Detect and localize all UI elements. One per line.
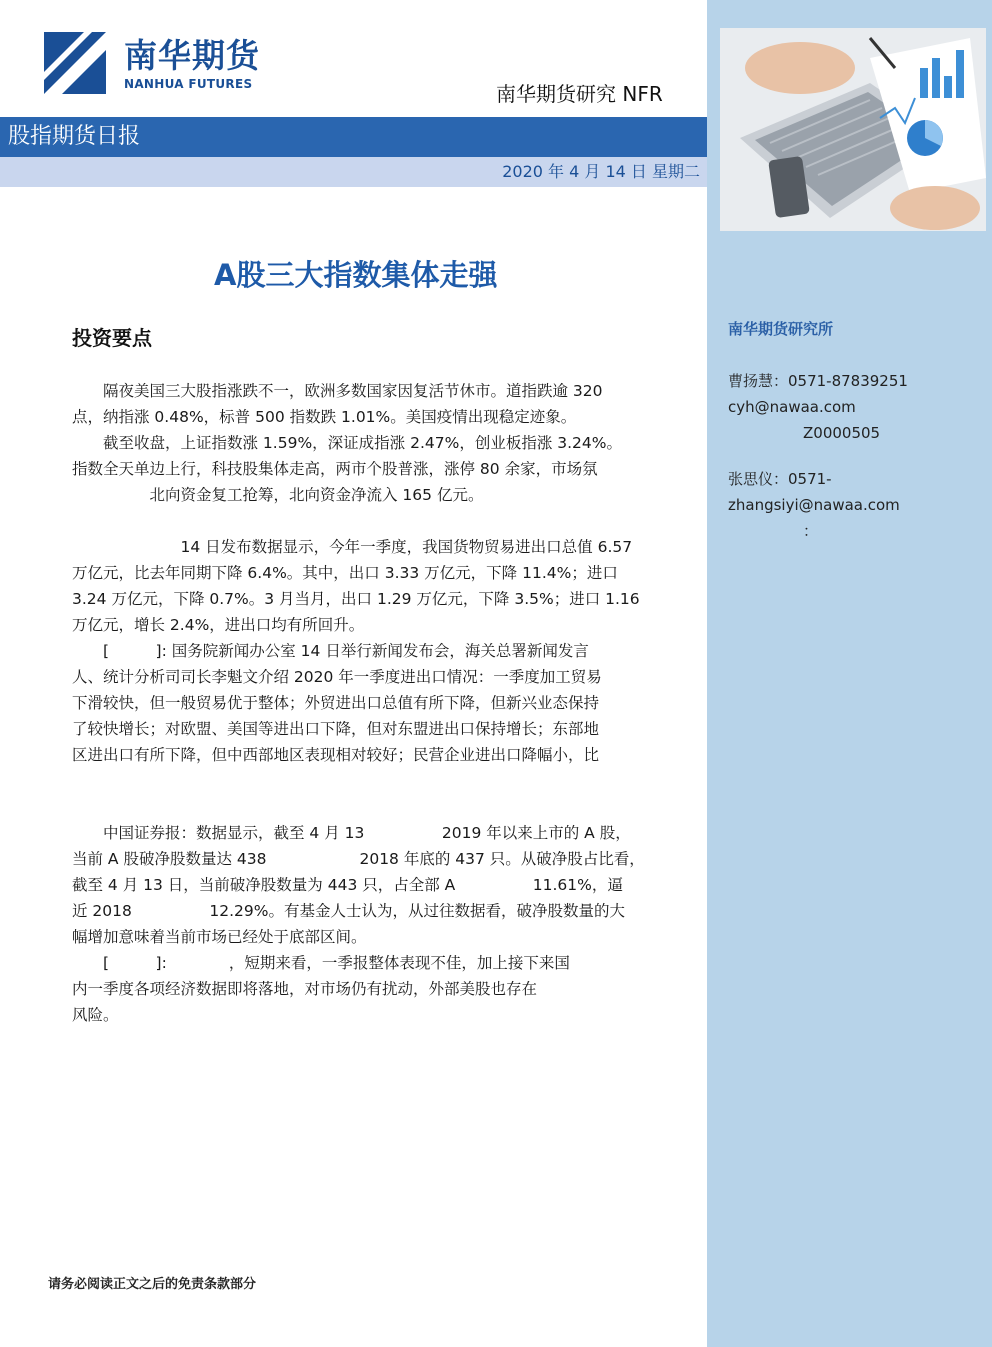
paragraph-line: 隔夜美国三大股指涨跌不一，欧洲多数国家因复活节休市。道指跌逾 320 bbox=[72, 382, 603, 400]
paragraph-line: 区进出口有所下降，但中西部地区表现相对较好；民营企业进出口降幅小，比 bbox=[72, 746, 600, 764]
contact-email: zhangsiyi@nawaa.com bbox=[728, 496, 900, 514]
paragraph-line: 指数全天单边上行，科技股集体走高，两市个股普涨，涨停 80 余家，市场氛 bbox=[72, 460, 598, 478]
logo-english-name: NANHUA FUTURES bbox=[124, 77, 253, 91]
paragraph-line: 风险。 bbox=[72, 1006, 119, 1024]
headline: A股三大指数集体走强 bbox=[214, 258, 498, 292]
paragraph-line: 万亿元，比去年同期下降 6.4%。其中，出口 3.33 万亿元，下降 11.4%；进口 bbox=[72, 564, 618, 582]
paragraph-press-conference bbox=[72, 638, 662, 768]
paragraph-line: 幅增加意味着当前市场已经处于底部区间。 bbox=[72, 928, 367, 946]
paragraph-outlook bbox=[72, 950, 662, 1028]
paragraph-line: [ ]: 国务院新闻办公室 14 日举行新闻发布会，海关总署新闻发言 bbox=[72, 642, 589, 660]
report-type-title: 股指期货日报 bbox=[8, 124, 141, 149]
paragraph-line: 截至收盘，上证指数涨 1.59%，深证成指涨 2.47%，创业板指涨 3.24%。 bbox=[72, 434, 623, 452]
paragraph-line: 下滑较快，但一般贸易优于整体；外贸进出口总值有所下降，但新兴业态保持 bbox=[72, 694, 600, 712]
section-title: 投资要点 bbox=[72, 326, 152, 350]
paragraph-line: 14 日发布数据显示，今年一季度，我国货物贸易进出口总值 6.57 bbox=[72, 538, 633, 556]
paragraph-line: 内一季度各项经济数据即将落地，对市场仍有扰动，外部美股也存在 bbox=[72, 980, 538, 998]
nanhua-logo-icon bbox=[44, 32, 106, 94]
paragraph-line: 北向资金复工抢筹，北向资金净流入 165 亿元。 bbox=[72, 486, 484, 504]
report-date: 2020 年 4 月 14 日 星期二 bbox=[502, 162, 700, 181]
research-institute-name: 南华期货研究所 bbox=[728, 320, 834, 338]
paragraph-close bbox=[72, 430, 662, 508]
paragraph-line: 3.24 万亿元，下降 0.7%。3 月当月，出口 1.29 万亿元，下降 3.5%；进口 1.16 bbox=[72, 590, 640, 608]
contact-email: cyh@nawaa.com bbox=[728, 398, 856, 416]
logo-chinese-name: 南华期货 bbox=[124, 36, 260, 75]
paragraph-line: 中国证券报：数据显示，截至 4 月 13 2019 年以来上市的 A 股， bbox=[72, 824, 631, 842]
paragraph-below-net-asset bbox=[72, 820, 662, 950]
contact-line: 曹扬慧：0571-87839251 bbox=[728, 372, 908, 390]
paragraph-line: 近 2018 12.29%。有基金人士认为，从过往数据看，破净股数量的大 bbox=[72, 902, 625, 920]
paragraph-line: 了较快增长；对欧盟、美国等进出口下降，但对东盟进出口保持增长；东部地 bbox=[72, 720, 600, 738]
paragraph-line: 点，纳指涨 0.48%，标普 500 指数跌 1.01%。美国疫情出现稳定迹象。 bbox=[72, 408, 577, 426]
disclaimer: 请务必阅读正文之后的免责条款部分 bbox=[48, 1277, 257, 1292]
paragraph-line: 人、统计分析司司长李魁文介绍 2020 年一季度进出口情况：一季度加工贸易 bbox=[72, 668, 602, 686]
paragraph-trade-data bbox=[72, 534, 662, 638]
contact-license: ： bbox=[728, 522, 819, 540]
report-photo bbox=[720, 28, 986, 231]
research-label: 南华期货研究 NFR bbox=[496, 82, 663, 106]
paragraph-overnight bbox=[72, 378, 662, 430]
paragraph-line: 万亿元，增长 2.4%，进出口均有所回升。 bbox=[72, 616, 365, 634]
paragraph-line: 截至 4 月 13 日，当前破净股数量为 443 只，占全部 A 11.61%，逼 bbox=[72, 876, 623, 894]
paragraph-line: 当前 A 股破净股数量达 438 2018 年底的 437 只。从破净股占比看， bbox=[72, 850, 645, 868]
contact-line: 张思仪：0571- bbox=[728, 470, 832, 488]
contact-license: Z0000505 bbox=[728, 424, 881, 442]
paragraph-line: [ ]: ，短期来看，一季报整体表现不佳，加上接下来国 bbox=[72, 954, 570, 972]
